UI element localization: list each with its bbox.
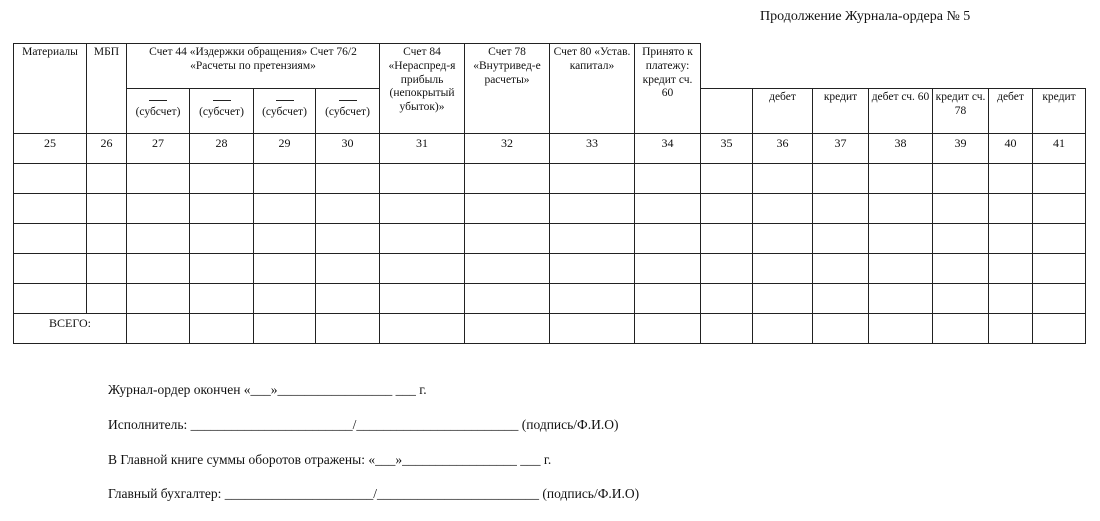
header-credit-2: кредит: [1033, 89, 1086, 134]
column-number: 26: [87, 134, 127, 164]
page-title: Продолжение Журнала-ордера № 5: [760, 9, 971, 24]
column-number-row: [14, 134, 1086, 164]
table-row: [14, 194, 1086, 224]
header-debit-60: дебет сч. 60: [869, 89, 933, 134]
column-number: 36: [753, 134, 813, 164]
footer-chief-accountant-signature: Главный бухгалтер: ______________________/________________________ (подпись/Ф.И.О): [108, 486, 640, 501]
column-number: 30: [316, 134, 380, 164]
header-credit-1: кредит: [813, 89, 869, 134]
footer-general-ledger: В Главной книге суммы оборотов отражены: «___»_________________ ___ г.: [108, 452, 552, 467]
column-number: 29: [254, 134, 316, 164]
header-credit-78: кредит сч. 78: [933, 89, 989, 134]
header-col-35: [701, 89, 753, 134]
header-subaccount-1: (субсчет): [127, 89, 190, 134]
column-number: 27: [127, 134, 190, 164]
column-number: 38: [869, 134, 933, 164]
total-label: ВСЕГО:: [14, 314, 127, 344]
column-number: 31: [380, 134, 465, 164]
header-account-84: Счет 84 «Нераспред-я прибыль (непокрытый убыток)»: [380, 44, 465, 134]
header-account-78: Счет 78 «Внутривед-е расчеты»: [465, 44, 550, 134]
journal-table: [13, 43, 1086, 344]
column-number: 35: [701, 134, 753, 164]
column-number: 40: [989, 134, 1033, 164]
header-mbp: МБП: [87, 44, 127, 134]
footer-journal-closed: Журнал-ордер окончен «___»_________________ ___ г.: [108, 382, 427, 397]
column-number: 37: [813, 134, 869, 164]
column-number: 39: [933, 134, 989, 164]
table-row: [14, 164, 1086, 194]
header-subaccount-2: (субсчет): [190, 89, 254, 134]
footer-executor-signature: Исполнитель: ________________________/________________________ (подпись/Ф.И.О): [108, 417, 619, 432]
header-accepted: Принято к платежу: кредит сч. 60: [635, 44, 701, 134]
column-number: 32: [465, 134, 550, 164]
header-debit-1: дебет: [753, 89, 813, 134]
column-number: 33: [550, 134, 635, 164]
column-number: 34: [635, 134, 701, 164]
header-account-80: Счет 80 «Устав. капитал»: [550, 44, 635, 134]
table-row: [14, 254, 1086, 284]
header-subaccount-3: (субсчет): [254, 89, 316, 134]
header-subaccount-4: (субсчет): [316, 89, 380, 134]
column-number: 41: [1033, 134, 1086, 164]
header-empty-space: [701, 44, 1086, 89]
header-row-1: [14, 44, 1086, 89]
table-row: [14, 224, 1086, 254]
header-materials: Материалы: [14, 44, 87, 134]
header-account-44: Счет 44 «Издержки обращения» Счет 76/2 «Расчеты по претензиям»: [127, 44, 380, 89]
column-number: 28: [190, 134, 254, 164]
total-row: [14, 314, 1086, 344]
table-row: [14, 284, 1086, 314]
header-debit-2: дебет: [989, 89, 1033, 134]
column-number: 25: [14, 134, 87, 164]
